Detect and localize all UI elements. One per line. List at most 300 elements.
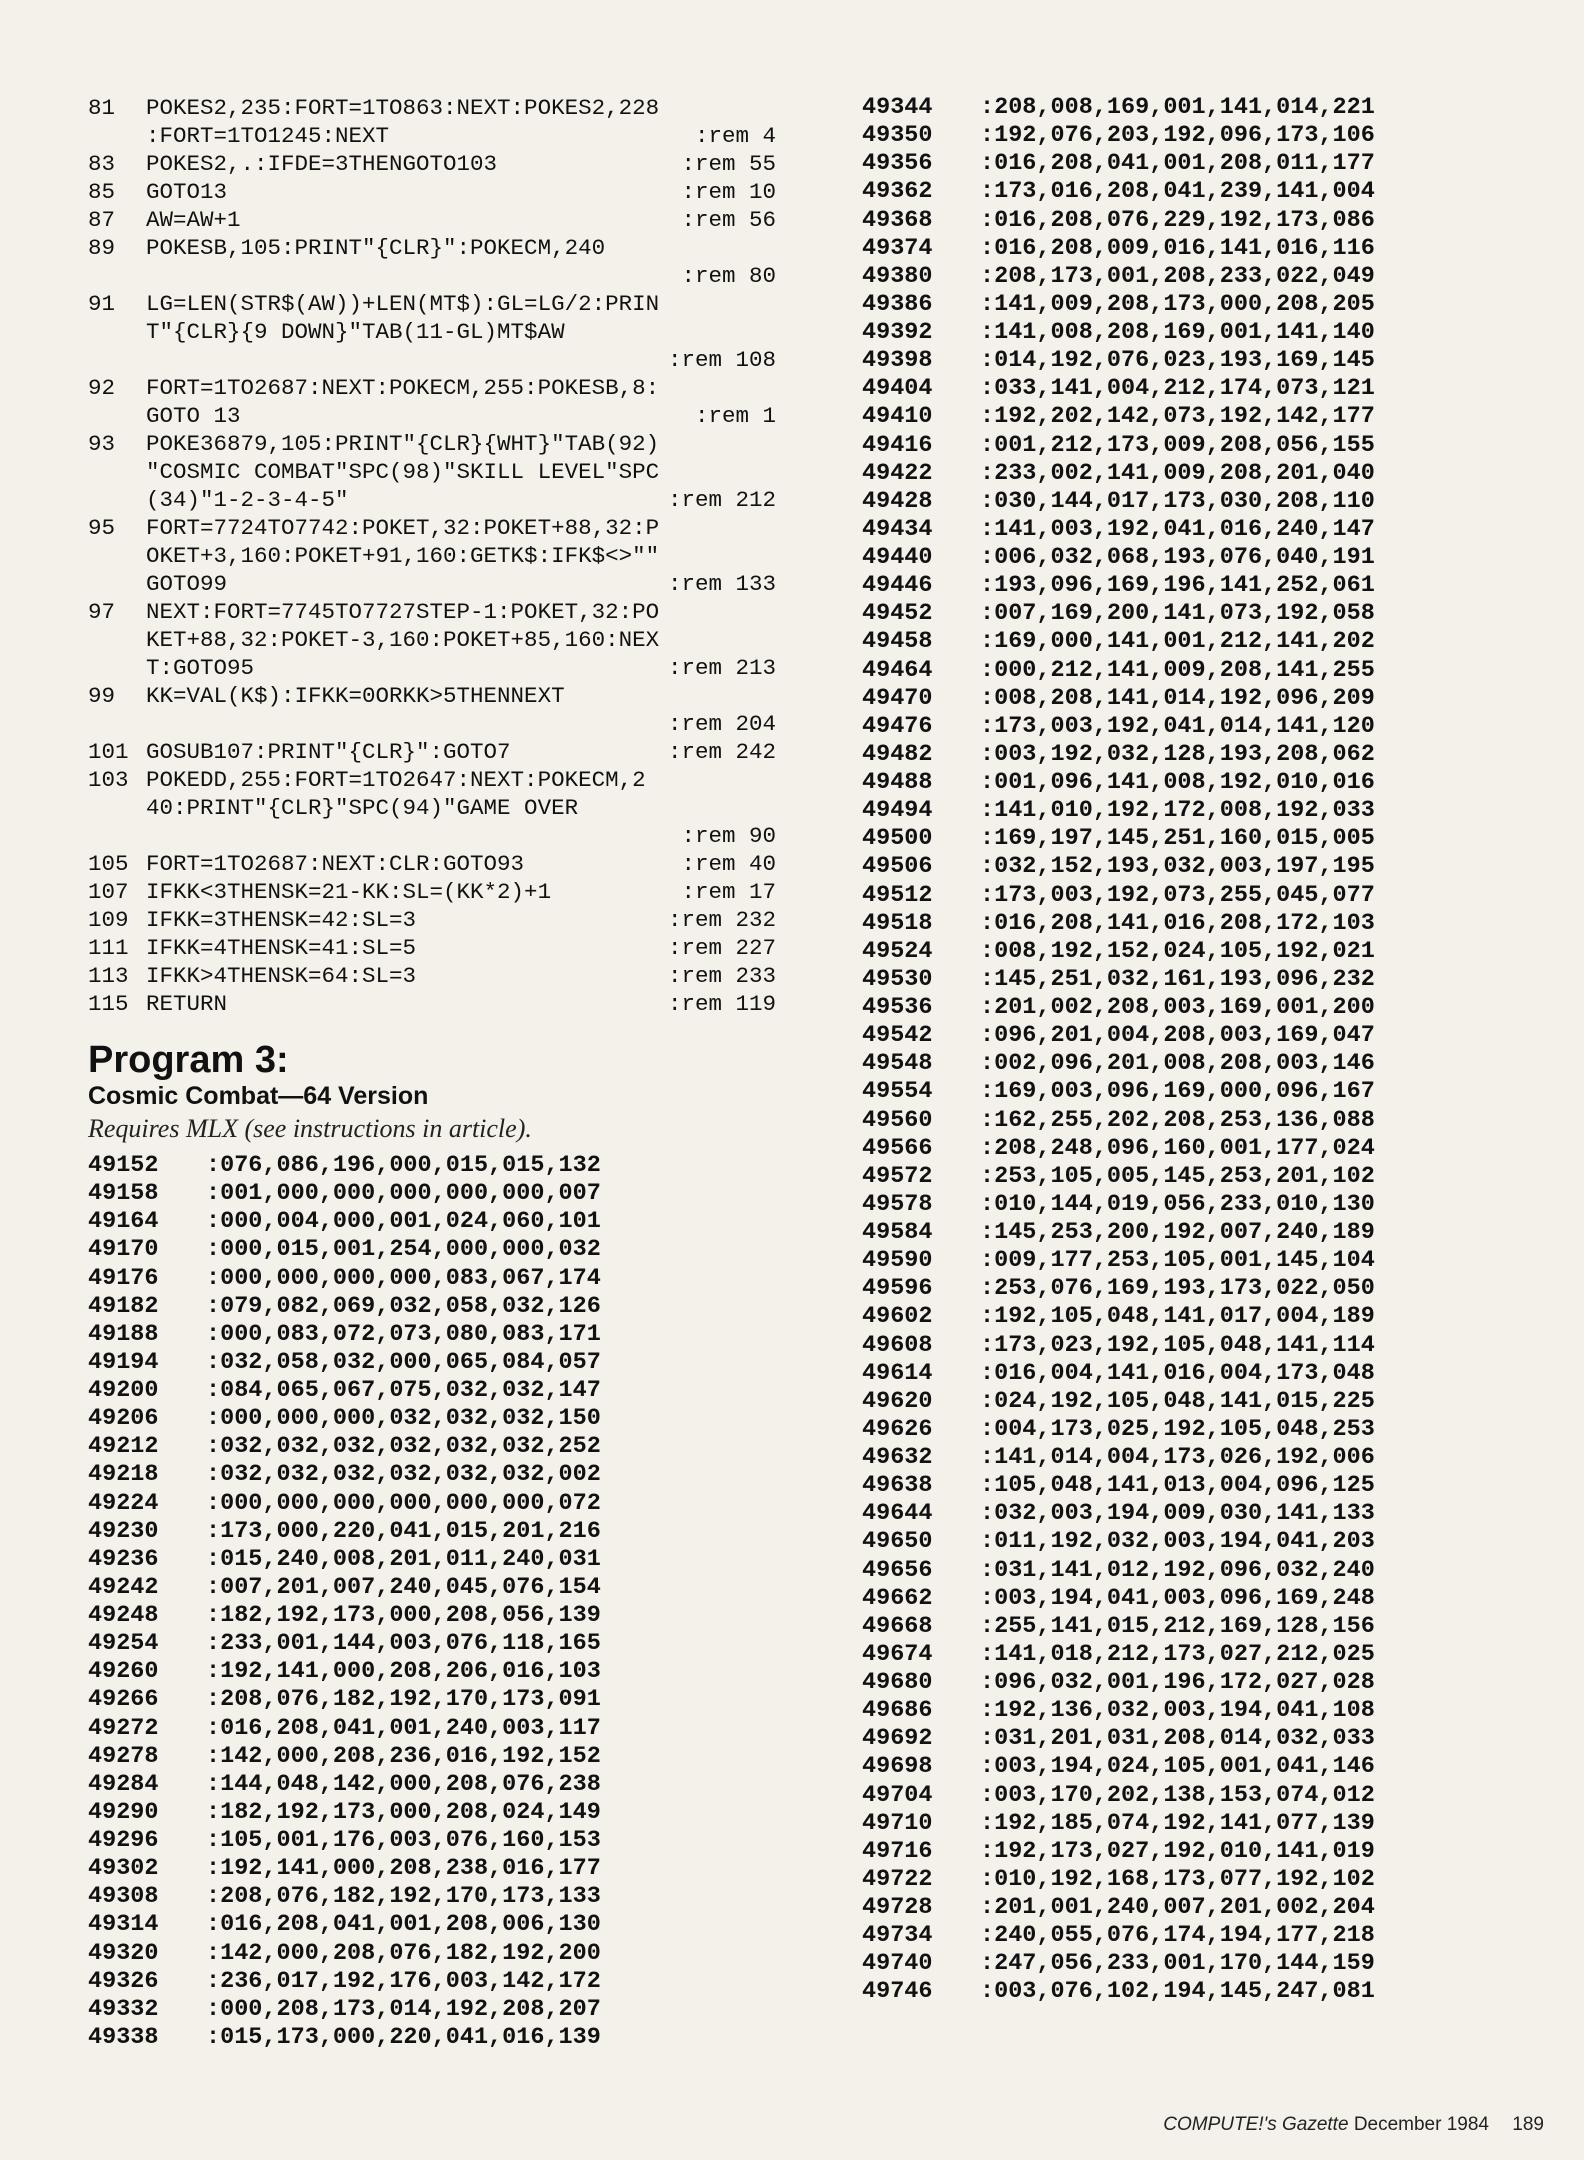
mlx-address: 49440: [862, 544, 933, 571]
mlx-row: [88, 1377, 788, 1405]
mlx-address: 49194: [88, 1348, 159, 1376]
mlx-address: 49500: [862, 825, 933, 853]
mlx-address: 49488: [862, 769, 933, 796]
mlx-data: :240,055,076,174,194,177,218: [980, 1922, 1375, 1950]
line-body: [146, 934, 776, 962]
code-text: [146, 570, 776, 598]
mlx-address: 49584: [862, 1219, 933, 1246]
mlx-row: [862, 853, 1542, 881]
mlx-row: [862, 1219, 1542, 1247]
mlx-row: [88, 1968, 788, 1996]
mlx-data: :182,192,173,000,208,056,139: [206, 1602, 601, 1629]
mlx-address: 49692: [862, 1725, 933, 1753]
mlx-row: [862, 1810, 1542, 1838]
mlx-row: [862, 1275, 1542, 1303]
code-text: AW=AW+1: [146, 207, 241, 233]
mlx-data: :173,003,192,041,014,141,120: [980, 712, 1375, 740]
mlx-address: 49638: [862, 1472, 933, 1500]
line-number: 109: [88, 907, 129, 933]
mlx-row: [862, 741, 1542, 769]
mlx-row: [88, 1405, 788, 1433]
mlx-row: [88, 1236, 788, 1264]
mlx-row: [862, 994, 1542, 1022]
mlx-address: 49656: [862, 1556, 933, 1584]
mlx-address: 49218: [88, 1461, 159, 1489]
mlx-row: [88, 1715, 788, 1743]
mlx-address: 49446: [862, 572, 933, 600]
basic-listing: [88, 94, 788, 1018]
mlx-address: 49410: [862, 403, 933, 431]
code-text: 40:PRINT"{CLR}"SPC(94)"GAME OVER: [146, 795, 579, 821]
line-number: 97: [88, 599, 116, 625]
line-number: 99: [88, 683, 116, 709]
mlx-data: :169,000,141,001,212,141,202: [980, 628, 1375, 656]
mlx-address: 49596: [862, 1275, 933, 1303]
line-number: 111: [88, 935, 129, 961]
mlx-data: :000,208,173,014,192,208,207: [206, 1995, 601, 2023]
line-body: [146, 878, 776, 906]
basic-line: [88, 934, 788, 962]
publication-name: COMPUTE!'s Gazette: [1163, 2114, 1349, 2135]
line-body: [146, 374, 776, 430]
mlx-data: :002,096,201,008,208,003,146: [980, 1050, 1375, 1078]
basic-line: [88, 94, 788, 150]
basic-line: [88, 850, 788, 878]
basic-line: [88, 682, 788, 738]
mlx-data: :208,076,182,192,170,173,091: [206, 1686, 601, 1714]
mlx-data: :142,000,208,236,016,192,152: [206, 1742, 601, 1770]
code-text: [146, 150, 776, 178]
mlx-address: 49416: [862, 431, 933, 459]
mlx-data: :003,076,102,194,145,247,081: [980, 1978, 1375, 2006]
mlx-row: [862, 1388, 1542, 1416]
mlx-row: [862, 375, 1542, 403]
code-text: [146, 122, 776, 150]
line-number: 93: [88, 431, 116, 457]
mlx-address: 49632: [862, 1444, 933, 1471]
mlx-address: 49572: [862, 1162, 933, 1190]
mlx-row: [862, 966, 1542, 994]
mlx-address: 49614: [862, 1359, 933, 1387]
mlx-address: 49422: [862, 459, 933, 487]
mlx-address: 49626: [862, 1415, 933, 1443]
code-text: FORT=1TO2687:NEXT:CLR:GOTO93: [146, 851, 525, 877]
mlx-data: :016,208,041,001,240,003,117: [206, 1714, 601, 1742]
code-text: POKE36879,105:PRINT"{CLR}{WHT}"TAB(92): [146, 431, 660, 457]
mlx-address: 49458: [862, 628, 933, 656]
mlx-address: 49392: [862, 319, 933, 346]
mlx-data: :096,032,001,196,172,027,028: [980, 1669, 1375, 1696]
mlx-data: :208,248,096,160,001,177,024: [980, 1134, 1375, 1162]
mlx-row: [862, 882, 1542, 910]
right-column: [862, 94, 1542, 2007]
mlx-data: :208,173,001,208,233,022,049: [980, 262, 1375, 290]
mlx-row: [88, 1686, 788, 1714]
line-number: 107: [88, 879, 129, 905]
rem-checksum: :rem 4: [694, 123, 776, 149]
mlx-data: :016,208,141,016,208,172,103: [980, 909, 1375, 937]
mlx-address: 49368: [862, 206, 933, 234]
mlx-address: 49302: [88, 1855, 159, 1883]
mlx-address: 49674: [862, 1640, 933, 1668]
basic-line: [88, 206, 788, 234]
mlx-address: 49374: [862, 234, 933, 262]
mlx-address: 49314: [88, 1911, 159, 1939]
mlx-data: :173,003,192,073,255,045,077: [980, 881, 1375, 909]
mlx-row: [862, 1472, 1542, 1500]
mlx-data: :016,004,141,016,004,173,048: [980, 1359, 1375, 1387]
mlx-row: [88, 1658, 788, 1686]
mlx-address: 49536: [862, 994, 933, 1021]
mlx-data: :009,177,253,105,001,145,104: [980, 1247, 1375, 1275]
mlx-row: [88, 1349, 788, 1377]
mlx-row: [862, 1078, 1542, 1106]
mlx-data: :032,058,032,000,065,084,057: [206, 1348, 601, 1376]
basic-line: [88, 766, 788, 850]
mlx-row: [862, 1697, 1542, 1725]
mlx-data: :141,010,192,172,008,192,033: [980, 797, 1375, 825]
mlx-data: :255,141,015,212,169,128,156: [980, 1612, 1375, 1640]
line-body: [146, 906, 776, 934]
code-text: GOSUB107:PRINT"{CLR}":GOTO7: [146, 739, 511, 765]
mlx-address: 49530: [862, 965, 933, 993]
mlx-address: 49464: [862, 656, 933, 684]
mlx-address: 49650: [862, 1528, 933, 1556]
mlx-data: :096,201,004,208,003,169,047: [980, 1022, 1375, 1050]
line-body: [146, 206, 776, 234]
mlx-listing-right: [862, 94, 1542, 2007]
code-text: GOTO 13: [146, 403, 241, 429]
mlx-address: 49362: [862, 178, 933, 206]
basic-line: [88, 906, 788, 934]
mlx-address: 49284: [88, 1770, 159, 1798]
mlx-data: :000,000,000,000,000,000,072: [206, 1489, 601, 1517]
mlx-row: [862, 544, 1542, 572]
mlx-data: :008,208,141,014,192,096,209: [980, 684, 1375, 712]
program-title: Program 3:: [88, 1039, 289, 1081]
mlx-row: [862, 1444, 1542, 1472]
mlx-data: :014,192,076,023,193,169,145: [980, 347, 1375, 375]
mlx-address: 49242: [88, 1573, 159, 1601]
mlx-data: :193,096,169,196,141,252,061: [980, 572, 1375, 600]
mlx-address: 49338: [88, 2023, 159, 2051]
mlx-row: [862, 1050, 1542, 1078]
mlx-address: 49260: [88, 1658, 159, 1686]
mlx-address: 49518: [862, 909, 933, 937]
mlx-data: :003,170,202,138,153,074,012: [980, 1781, 1375, 1809]
mlx-data: :144,048,142,000,208,076,238: [206, 1770, 601, 1798]
line-number: 91: [88, 291, 116, 317]
mlx-address: 49740: [862, 1950, 933, 1978]
mlx-address: 49428: [862, 487, 933, 515]
mlx-data: :031,201,031,208,014,032,033: [980, 1725, 1375, 1753]
mlx-address: 49206: [88, 1405, 159, 1433]
mlx-data: :169,197,145,251,160,015,005: [980, 825, 1375, 853]
mlx-address: 49290: [88, 1798, 159, 1826]
mlx-data: :233,001,144,003,076,118,165: [206, 1630, 601, 1658]
basic-line: [88, 738, 788, 766]
mlx-address: 49398: [862, 347, 933, 375]
rem-checksum: :rem 119: [667, 991, 776, 1017]
mlx-row: [862, 1191, 1542, 1219]
line-number: 105: [88, 851, 129, 877]
mlx-data: :105,001,176,003,076,160,153: [206, 1827, 601, 1854]
mlx-data: :031,141,012,192,096,032,240: [980, 1556, 1375, 1584]
mlx-address: 49380: [862, 262, 933, 290]
mlx-row: [862, 1557, 1542, 1585]
mlx-data: :192,141,000,208,238,016,177: [206, 1855, 601, 1883]
line-body: [146, 150, 776, 178]
code-text: POKESB,105:PRINT"{CLR}":POKECM,240: [146, 235, 606, 261]
mlx-data: :008,192,152,024,105,192,021: [980, 937, 1375, 965]
line-body: [146, 766, 776, 850]
mlx-row: [862, 825, 1542, 853]
left-column: [88, 94, 788, 2052]
mlx-row: [862, 1782, 1542, 1810]
mlx-row: [862, 122, 1542, 150]
line-body: [146, 962, 776, 990]
mlx-address: 49680: [862, 1669, 933, 1696]
mlx-row: [862, 1950, 1542, 1978]
mlx-row: [862, 685, 1542, 713]
rem-checksum: :rem 242: [667, 739, 776, 765]
mlx-row: [862, 1247, 1542, 1275]
mlx-address: 49554: [862, 1078, 933, 1106]
code-text: RETURN: [146, 991, 228, 1017]
mlx-row: [88, 1855, 788, 1883]
mlx-data: :000,015,001,254,000,000,032: [206, 1236, 601, 1264]
basic-line: [88, 178, 788, 206]
mlx-data: :010,144,019,056,233,010,130: [980, 1190, 1375, 1218]
mlx-address: 49590: [862, 1247, 933, 1275]
code-text: T:GOTO95: [146, 655, 255, 681]
mlx-row: [88, 1490, 788, 1518]
mlx-row: [862, 1894, 1542, 1922]
mlx-address: 49452: [862, 600, 933, 628]
mlx-row: [862, 572, 1542, 600]
mlx-row: [88, 1180, 788, 1208]
mlx-address: 49602: [862, 1303, 933, 1331]
mlx-address: 49152: [88, 1152, 159, 1179]
mlx-data: :142,000,208,076,182,192,200: [206, 1939, 601, 1967]
mlx-row: [88, 1630, 788, 1658]
mlx-data: :004,173,025,192,105,048,253: [980, 1415, 1375, 1443]
mlx-data: :253,076,169,193,173,022,050: [980, 1275, 1375, 1303]
mlx-address: 49608: [862, 1331, 933, 1359]
mlx-address: 49734: [862, 1922, 933, 1950]
program-subtitle: Cosmic Combat—64 Version: [88, 1082, 429, 1110]
mlx-data: :201,002,208,003,169,001,200: [980, 994, 1375, 1021]
mlx-data: :007,201,007,240,045,076,154: [206, 1573, 601, 1601]
mlx-address: 49164: [88, 1208, 159, 1236]
mlx-row: [862, 403, 1542, 431]
mlx-address: 49386: [862, 290, 933, 318]
line-body: [146, 94, 776, 150]
code-text: [146, 654, 776, 682]
code-text: OKET+3,160:POKET+91,160:GETK$:IFK$<>"": [146, 543, 660, 569]
mlx-address: 49710: [862, 1809, 933, 1837]
mlx-row: [88, 1911, 788, 1939]
mlx-row: [88, 1265, 788, 1293]
code-text: [146, 990, 776, 1018]
mlx-address: 49248: [88, 1602, 159, 1629]
mlx-address: 49272: [88, 1714, 159, 1742]
rem-checksum: :rem 56: [681, 207, 776, 233]
page-footer: [1163, 2114, 1544, 2136]
mlx-address: 49746: [862, 1978, 933, 2006]
mlx-address: 49698: [862, 1753, 933, 1781]
mlx-row: [862, 516, 1542, 544]
mlx-data: :182,192,173,000,208,024,149: [206, 1798, 601, 1826]
mlx-data: :236,017,192,176,003,142,172: [206, 1967, 601, 1995]
rem-checksum: :rem 17: [681, 879, 776, 905]
mlx-row: [862, 263, 1542, 291]
mlx-row: [862, 1528, 1542, 1556]
mlx-address: 49542: [862, 1022, 933, 1050]
code-text: [146, 486, 776, 514]
code-text: NEXT:FORT=7745TO7727STEP-1:POKET,32:PO: [146, 599, 660, 625]
mlx-row: [862, 207, 1542, 235]
code-text: FORT=1TO2687:NEXT:POKECM,255:POKESB,8:: [146, 375, 660, 401]
mlx-data: :201,001,240,007,201,002,204: [980, 1894, 1375, 1921]
basic-line: [88, 990, 788, 1018]
mlx-data: :141,018,212,173,027,212,025: [980, 1640, 1375, 1668]
mlx-data: :079,082,069,032,058,032,126: [206, 1292, 601, 1320]
mlx-row: [862, 938, 1542, 966]
code-text: IFKK>4THENSK=64:SL=3: [146, 963, 417, 989]
mlx-address: 49686: [862, 1697, 933, 1725]
mlx-row: [862, 1332, 1542, 1360]
basic-line: [88, 878, 788, 906]
mlx-row: [862, 1416, 1542, 1444]
line-number: 115: [88, 991, 129, 1017]
code-text: FORT=7724TO7742:POKET,32:POKET+88,32:P: [146, 515, 660, 541]
mlx-data: :076,086,196,000,015,015,132: [206, 1152, 601, 1179]
mlx-data: :015,173,000,220,041,016,139: [206, 2023, 601, 2051]
mlx-address: 49578: [862, 1190, 933, 1218]
code-text: KET+88,32:POKET-3,160:POKET+85,160:NEX: [146, 627, 660, 653]
code-text: KK=VAL(K$):IFKK=0ORKK>5THENNEXT: [146, 683, 565, 709]
mlx-data: :000,212,141,009,208,141,255: [980, 656, 1375, 684]
code-text: T"{CLR}{9 DOWN}"TAB(11-GL)MT$AW: [146, 319, 565, 345]
mlx-row: [862, 1613, 1542, 1641]
mlx-row: [862, 1641, 1542, 1669]
mlx-address: 49230: [88, 1517, 159, 1545]
mlx-row: [88, 1996, 788, 2024]
mlx-address: 49332: [88, 1995, 159, 2023]
mlx-data: :032,152,193,032,003,197,195: [980, 853, 1375, 881]
mlx-row: [88, 1518, 788, 1546]
mlx-address: 49236: [88, 1545, 159, 1573]
line-number: 101: [88, 739, 129, 765]
mlx-data: :208,076,182,192,170,173,133: [206, 1883, 601, 1911]
mlx-address: 49188: [88, 1320, 159, 1348]
mlx-address: 49716: [862, 1837, 933, 1865]
mlx-data: :173,016,208,041,239,141,004: [980, 178, 1375, 206]
mlx-data: :145,253,200,192,007,240,189: [980, 1219, 1375, 1246]
mlx-row: [862, 319, 1542, 347]
mlx-data: :001,000,000,000,000,000,007: [206, 1180, 601, 1208]
mlx-row: [862, 1725, 1542, 1753]
mlx-address: 49434: [862, 515, 933, 543]
rem-checksum: :rem 233: [667, 963, 776, 989]
line-body: [146, 850, 776, 878]
mlx-row: [862, 460, 1542, 488]
mlx-address: 49266: [88, 1686, 159, 1714]
mlx-address: 49320: [88, 1939, 159, 1967]
mlx-data: :016,208,041,001,208,011,177: [980, 150, 1375, 178]
code-text: GOTO13: [146, 179, 228, 205]
mlx-row: [862, 1500, 1542, 1528]
mlx-address: 49722: [862, 1865, 933, 1893]
mlx-address: 49494: [862, 797, 933, 825]
mlx-data: :233,002,141,009,208,201,040: [980, 459, 1375, 487]
rem-checksum: :rem 90: [681, 823, 776, 849]
code-text: [146, 178, 776, 206]
code-text: [146, 934, 776, 962]
rem-checksum: :rem 212: [667, 487, 776, 513]
code-text: (34)"1-2-3-4-5": [146, 487, 349, 513]
mlx-data: :208,008,169,001,141,014,221: [980, 94, 1375, 121]
mlx-row: [862, 1135, 1542, 1163]
mlx-row: [88, 1152, 788, 1180]
mlx-data: :192,136,032,003,194,041,108: [980, 1697, 1375, 1725]
mlx-address: 49224: [88, 1489, 159, 1517]
code-text: IFKK=4THENSK=41:SL=5: [146, 935, 417, 961]
line-body: [146, 290, 776, 374]
line-number: 89: [88, 235, 116, 261]
mlx-address: 49212: [88, 1433, 159, 1461]
mlx-row: [862, 1360, 1542, 1388]
mlx-row: [88, 1827, 788, 1855]
mlx-address: 49308: [88, 1883, 159, 1911]
rem-checksum: :rem 10: [681, 179, 776, 205]
mlx-address: 49560: [862, 1106, 933, 1134]
mlx-data: :001,212,173,009,208,056,155: [980, 431, 1375, 459]
mlx-address: 49176: [88, 1264, 159, 1292]
mlx-row: [862, 600, 1542, 628]
mlx-row: [862, 1922, 1542, 1950]
mlx-data: :105,048,141,013,004,096,125: [980, 1472, 1375, 1500]
mlx-row: [88, 1940, 788, 1968]
mlx-row: [862, 1303, 1542, 1331]
mlx-row: [88, 1799, 788, 1827]
mlx-row: [88, 1743, 788, 1771]
mlx-data: :011,192,032,003,194,041,203: [980, 1528, 1375, 1556]
mlx-row: [862, 235, 1542, 263]
mlx-row: [88, 1771, 788, 1799]
mlx-address: 49200: [88, 1377, 159, 1404]
code-text: [146, 206, 776, 234]
basic-line: [88, 290, 788, 374]
mlx-row: [862, 797, 1542, 825]
code-text: IFKK=3THENSK=42:SL=3: [146, 907, 417, 933]
line-body: [146, 598, 776, 682]
line-number: 81: [88, 95, 116, 121]
mlx-data: :141,009,208,173,000,208,205: [980, 290, 1375, 318]
mlx-row: [862, 1978, 1542, 2006]
mlx-address: 49512: [862, 881, 933, 909]
line-number: 87: [88, 207, 116, 233]
mlx-row: [862, 178, 1542, 206]
mlx-data: :001,096,141,008,192,010,016: [980, 769, 1375, 796]
page-number: 189: [1512, 2114, 1544, 2135]
mlx-row: [88, 1208, 788, 1236]
program-note: Requires MLX (see instructions in article).: [88, 1114, 532, 1143]
mlx-data: :192,141,000,208,206,016,103: [206, 1658, 601, 1686]
rem-checksum: :rem 55: [681, 151, 776, 177]
code-text: IFKK<3THENSK=21-KK:SL=(KK*2)+1: [146, 879, 552, 905]
